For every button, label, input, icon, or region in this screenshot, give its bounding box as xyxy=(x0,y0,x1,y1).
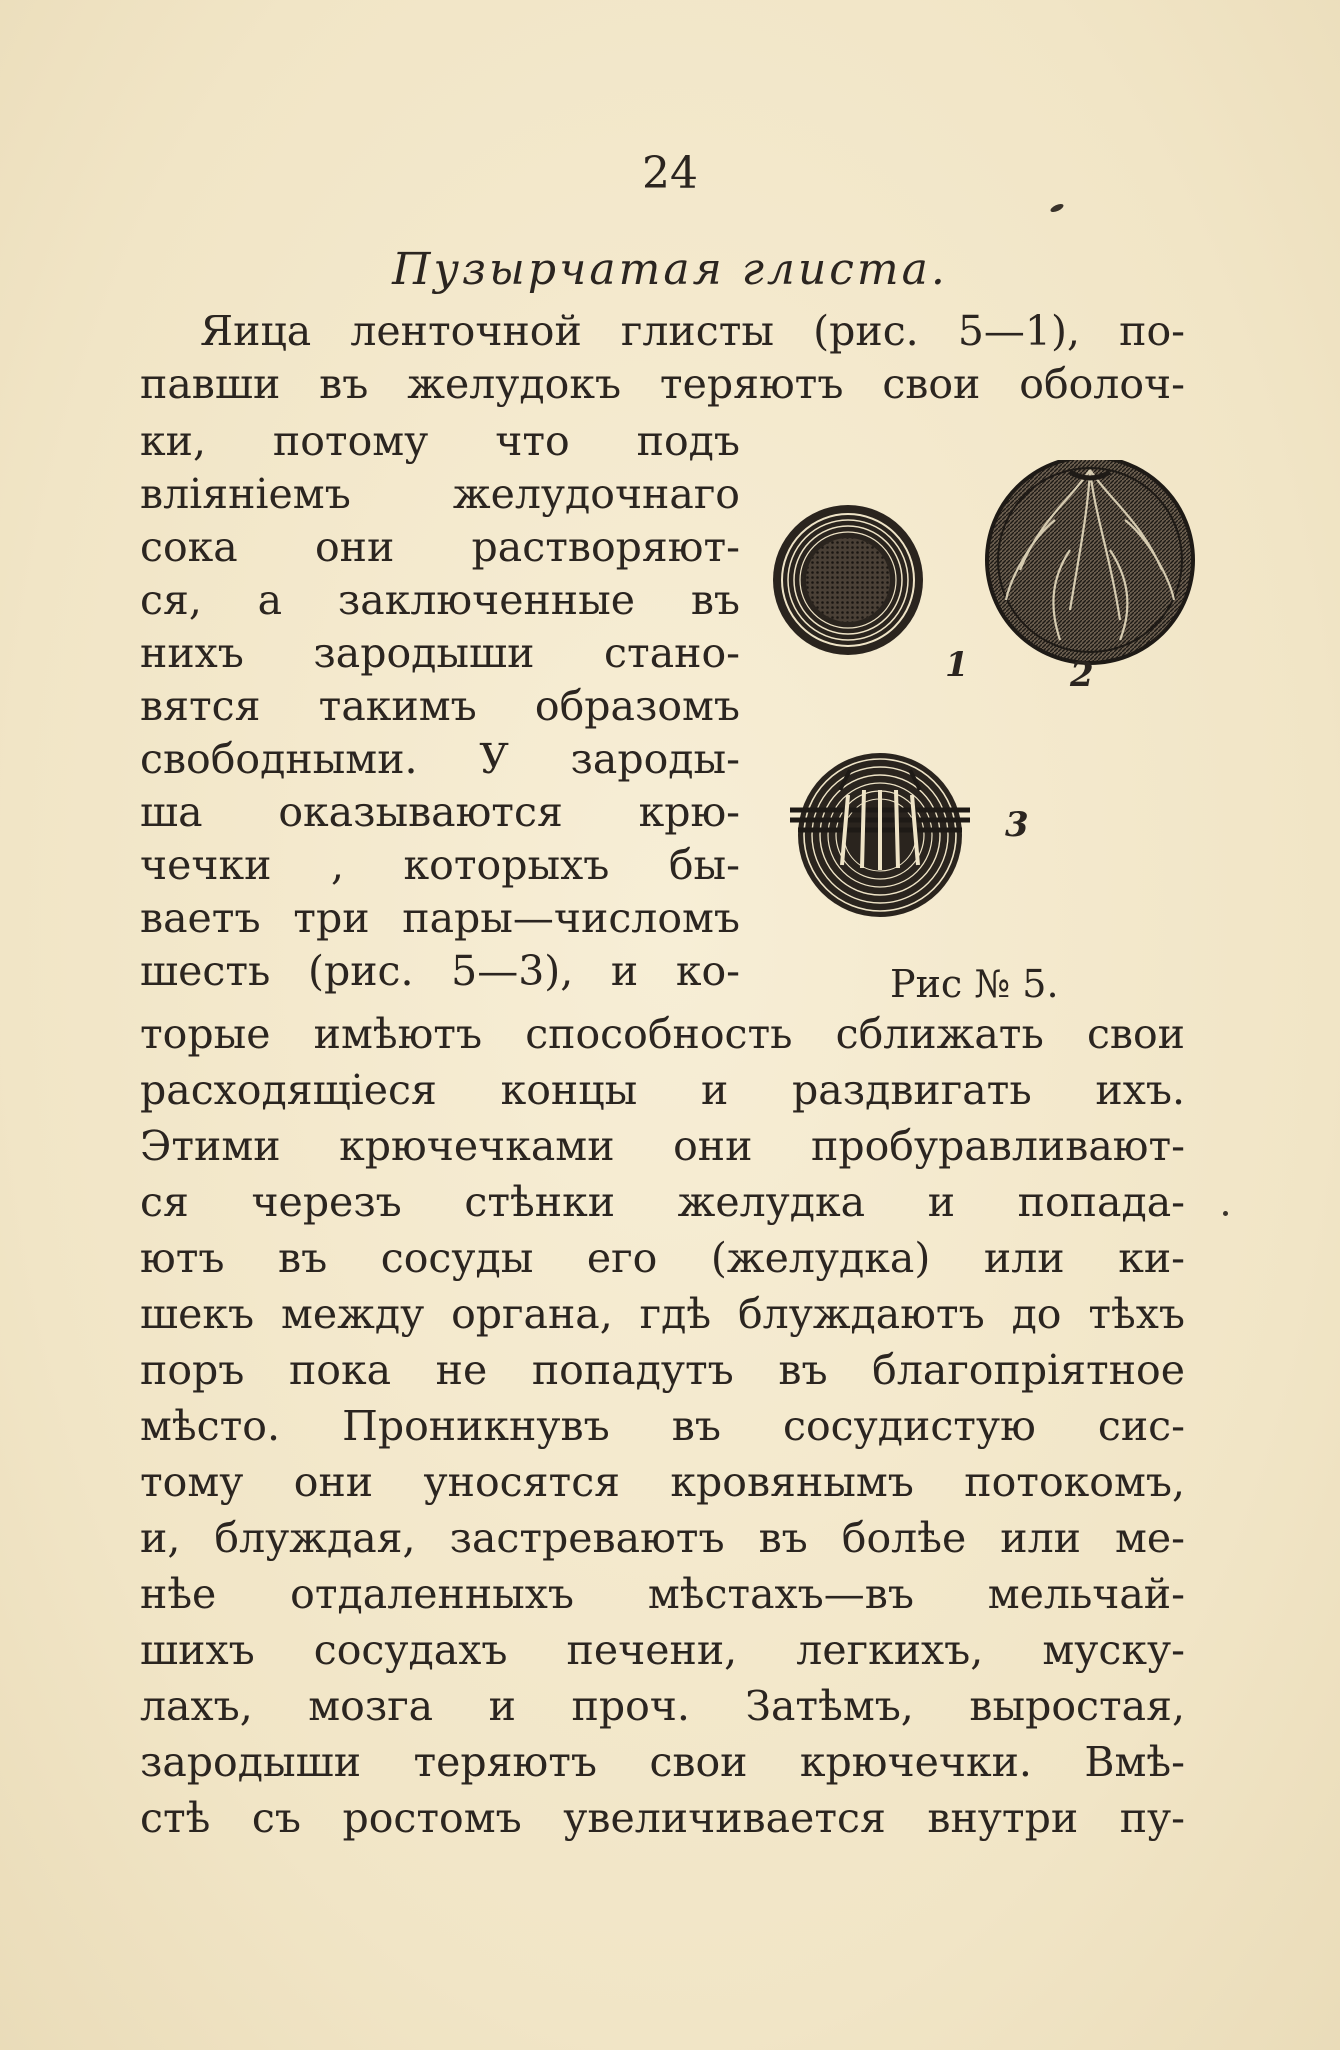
text-line: шихъ сосудахъ печени, легкихъ, муску- xyxy=(140,1626,1185,1674)
text-line: ки, потому что подъ xyxy=(140,417,740,465)
text-line: ся черезъ стѣнки желудка и попада- xyxy=(140,1178,1185,1226)
figure-caption: Рис № 5. xyxy=(890,962,1059,1006)
text-line: чечки , которыхъ бы- xyxy=(140,841,740,889)
page-number: 24 xyxy=(642,148,698,199)
text-line: стѣ съ ростомъ увеличивается внутри пу- xyxy=(140,1794,1185,1842)
figure-5 xyxy=(770,460,1210,1020)
ink-speck xyxy=(1223,1211,1228,1216)
text-line: шесть (рис. 5—3), и ко- xyxy=(140,947,740,995)
hooked-embryo-illustration xyxy=(790,753,970,917)
text-line: павши въ желудокъ теряютъ свои оболоч- xyxy=(140,360,1185,408)
text-line: ютъ въ сосуды его (желудка) или ки- xyxy=(140,1234,1185,1282)
text-line: тому они уносятся кровянымъ потокомъ, xyxy=(140,1458,1185,1506)
text-line: нихъ зародыши стано- xyxy=(140,629,740,677)
text-line: лахъ, мозга и проч. Затѣмъ, выростая, xyxy=(140,1682,1185,1730)
egg-illustration xyxy=(773,505,923,655)
embryo-illustration xyxy=(987,460,1193,663)
text-line: торые имѣютъ способность сближать свои xyxy=(140,1010,1185,1058)
text-line: вліяніемъ желудочнаго xyxy=(140,470,740,518)
text-line: ша оказываются крю- xyxy=(140,788,740,836)
text-line: вятся такимъ образомъ xyxy=(140,682,740,730)
ink-speck xyxy=(1049,202,1064,213)
text-line: Яица ленточной глисты (рис. 5—1), по- xyxy=(200,307,1185,355)
text-line: поръ пока не попадутъ въ благопріятное xyxy=(140,1346,1185,1394)
text-line: расходящіеся концы и раздвигать ихъ. xyxy=(140,1066,1185,1114)
text-line: мѣсто. Проникнувъ въ сосудистую сис- xyxy=(140,1402,1185,1450)
text-line: шекъ между органа, гдѣ блуждаютъ до тѣхъ xyxy=(140,1290,1185,1338)
text-line: ваетъ три пары—числомъ xyxy=(140,894,740,942)
text-line: сока они растворяют- xyxy=(140,523,740,571)
figure-label-1: 1 xyxy=(945,645,969,685)
text-line: ся, а заключенные въ xyxy=(140,576,740,624)
section-heading: Пузырчатая глиста. xyxy=(392,244,948,295)
text-line: Этими крючечками они пробуравливают- xyxy=(140,1122,1185,1170)
figure-label-3: 3 xyxy=(1005,805,1029,845)
text-line: зародыши теряютъ свои крючечки. Вмѣ- xyxy=(140,1738,1185,1786)
text-line: и, блуждая, застреваютъ въ болѣе или ме- xyxy=(140,1514,1185,1562)
figure-engravings xyxy=(770,460,1210,960)
text-line: свободными. У зароды- xyxy=(140,735,740,783)
text-line: нѣе отдаленныхъ мѣстахъ—въ мельчай- xyxy=(140,1570,1185,1618)
figure-label-2: 2 xyxy=(1070,655,1094,695)
